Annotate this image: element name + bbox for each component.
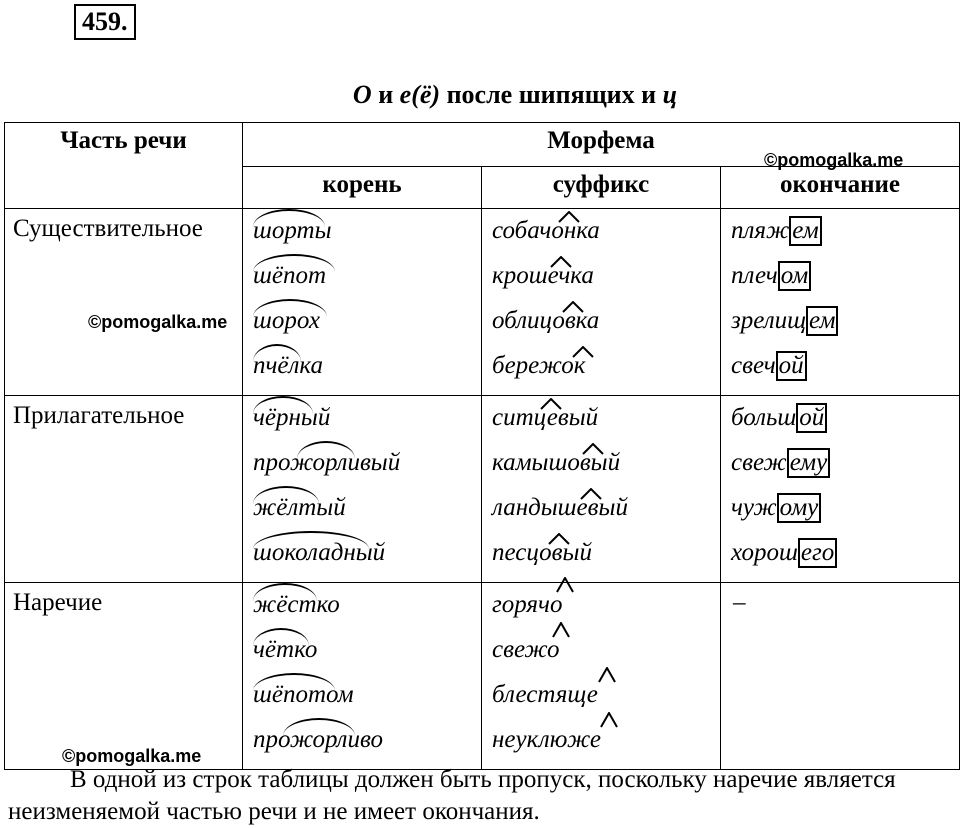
root-cell [243, 583, 482, 770]
table-row [5, 583, 960, 770]
ending-word: плеч ом [731, 260, 959, 305]
exercise-number: 459. [74, 4, 136, 40]
suffix-word: крошечка [492, 260, 720, 305]
suffix-word: бережок [492, 350, 720, 395]
part-of-speech: Существительное [5, 209, 243, 396]
watermark: ©pomogalka.me [764, 150, 904, 170]
header-ending: окончание [721, 167, 960, 209]
root-word: шоколадный [253, 537, 481, 582]
ending-cell [721, 396, 960, 583]
root-word: шёпотом [253, 679, 481, 724]
root-cell [243, 396, 482, 583]
ending-word: пляж ем [731, 215, 959, 260]
explanation-paragraph: В одной из строк таблицы должен быть пропуск, поскольку наречие является неизменяемой частью речи и не имеет окончания. [8, 766, 896, 825]
table-row [5, 209, 960, 396]
page-title: О и е(ё) после шипящих и ц [352, 80, 678, 109]
part-of-speech: Прилагательное [5, 396, 243, 583]
ending-dash: – [733, 589, 746, 616]
suffix-word: песцовый [492, 537, 720, 582]
root-word: шёпот [253, 260, 481, 305]
suffix-word: горячо [492, 589, 720, 634]
morpheme-table [4, 122, 960, 770]
root-word: чётко [253, 634, 481, 679]
root-word: шорты [253, 215, 481, 260]
root-word: прожорливый [253, 447, 481, 492]
root-word: жёлтый [253, 492, 481, 537]
header-root: корень [243, 167, 482, 209]
ending-cell [721, 583, 960, 770]
root-word: шорох [253, 305, 481, 350]
watermark: ©pomogalka.me [88, 312, 228, 332]
suffix-cell [482, 209, 721, 396]
suffix-cell [482, 396, 721, 583]
header-morpheme: Морфема [243, 123, 960, 167]
suffix-word: ландышевый [492, 492, 720, 537]
suffix-word: облицовка [492, 305, 720, 350]
root-word: пчёлка [253, 350, 481, 395]
suffix-word: ситцевый [492, 402, 720, 447]
suffix-cell [482, 583, 721, 770]
ending-word: больш ой [731, 402, 959, 447]
ending-word: свеж ему [731, 447, 959, 492]
header-suffix: суффикс [482, 167, 721, 209]
root-word: чёрный [253, 402, 481, 447]
table-row [5, 396, 960, 583]
ending-word: свеч ой [731, 350, 959, 395]
suffix-word: свежо [492, 634, 720, 679]
root-cell [243, 209, 482, 396]
header-part-of-speech: Часть речи [5, 123, 243, 209]
root-word: жёстко [253, 589, 481, 634]
ending-word: хорош его [731, 537, 959, 582]
ending-word: чуж ому [731, 492, 959, 537]
part-of-speech: Наречие [5, 583, 243, 770]
ending-cell [721, 209, 960, 396]
suffix-word: собачонка [492, 215, 720, 260]
watermark: ©pomogalka.me [62, 746, 202, 766]
suffix-word: блестяще [492, 679, 720, 724]
root-word: прожорливо [253, 724, 481, 769]
ending-word: зрелищ ем [731, 305, 959, 350]
suffix-word: неуклюже [492, 724, 720, 769]
suffix-word: камышовый [492, 447, 720, 492]
